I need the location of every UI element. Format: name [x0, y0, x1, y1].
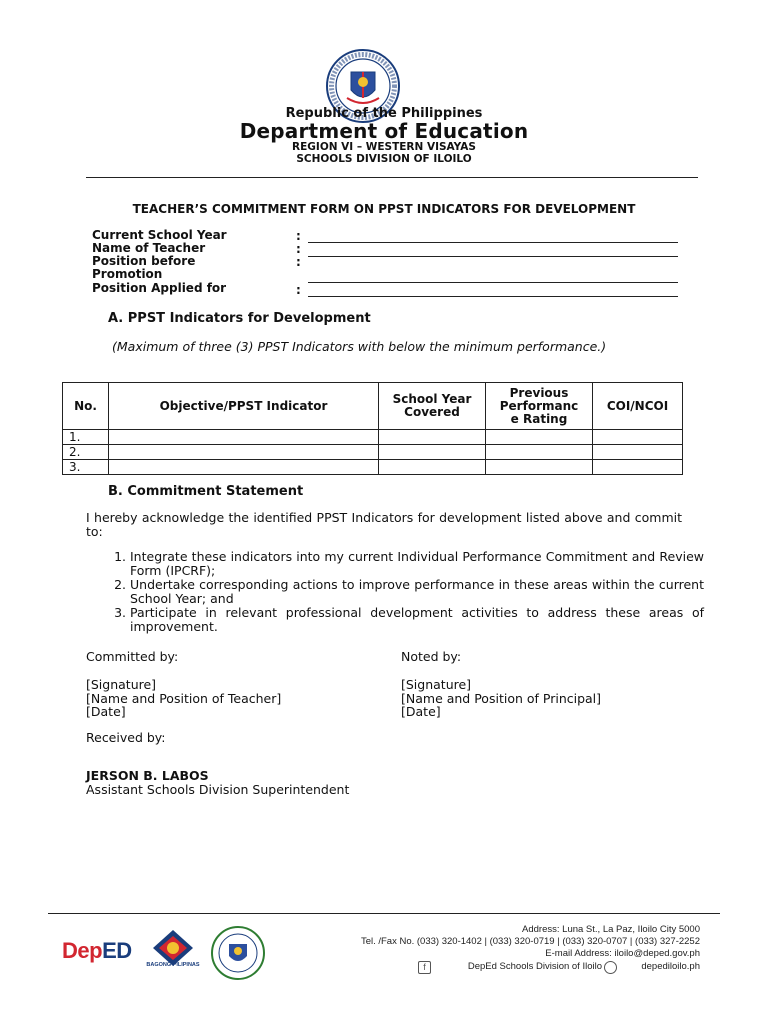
field-label-line: Position before — [92, 254, 196, 268]
deped-logo-icon — [62, 938, 132, 964]
row-number: 3. — [63, 460, 109, 475]
commitment-list — [108, 550, 704, 634]
footer-divider — [48, 913, 720, 914]
footer-email: E-mail Address: iloilo@deped.gov.ph — [545, 948, 700, 959]
cell-school-year[interactable] — [379, 430, 486, 445]
row-number: 1. — [63, 430, 109, 445]
region-line: REGION VI – WESTERN VISAYAS — [292, 141, 476, 153]
footer-address: Address: Luna St., La Paz, Iloilo City 5000 — [522, 924, 700, 935]
cell-indicator[interactable] — [109, 460, 379, 475]
cell-school-year[interactable] — [379, 460, 486, 475]
header-line: Performanc — [499, 398, 579, 413]
field-label-school-year: Current School Year — [92, 228, 227, 242]
header-line: Previous — [509, 385, 569, 400]
commitment-item: 2. Undertake corresponding actions to improve performance in these areas within the current School Year; and — [130, 578, 704, 606]
teacher-signature: [Signature] — [86, 677, 157, 692]
noted-by-label: Noted by: — [401, 649, 462, 664]
teacher-name-position: [Name and Position of Teacher] — [86, 690, 282, 706]
ppst-indicators-table — [62, 382, 683, 475]
commitment-item: 3. Participate in relevant professional development activities to address these areas of improvement. — [130, 606, 704, 634]
department-name: Department of Education — [239, 119, 529, 143]
field-colon: : — [296, 242, 301, 256]
col-header-previous-rating — [486, 383, 593, 430]
field-colon: : — [296, 229, 301, 243]
field-label-position-before — [92, 255, 195, 281]
table-row — [63, 460, 683, 475]
header-line: Covered — [404, 405, 460, 419]
field-line-teacher-name[interactable] — [308, 256, 678, 257]
bagong-pilipinas-label: BAGONG PILIPINAS — [146, 962, 200, 968]
acknowledgement-text: I hereby acknowledge the identified PPST Indicators for development listed above and commit to: — [86, 510, 682, 539]
committed-by-label: Committed by: — [86, 649, 179, 664]
division-line: SCHOOLS DIVISION OF ILOILO — [296, 153, 472, 165]
facebook-icon: f — [418, 961, 431, 974]
principal-name-position: [Name and Position of Principal] — [401, 690, 602, 706]
col-header-no: No. — [63, 383, 109, 430]
cell-indicator[interactable] — [109, 430, 379, 445]
deped-seal-icon — [210, 925, 266, 981]
commitment-item: 1. Integrate these indicators into my current Individual Performance Commitment and Review Form (IPCRF); — [130, 550, 704, 578]
header-line: e Rating — [510, 411, 568, 426]
field-colon: : — [296, 283, 301, 297]
section-a-heading: A. PPST Indicators for Development — [108, 311, 371, 326]
table-header-row — [63, 383, 683, 430]
cell-coi-ncoi[interactable] — [593, 460, 683, 475]
receiver-name: JERSON B. LABOS — [86, 768, 209, 783]
cell-previous-rating[interactable] — [486, 430, 593, 445]
cell-coi-ncoi[interactable] — [593, 445, 683, 460]
cell-coi-ncoi[interactable] — [593, 430, 683, 445]
receiver-position: Assistant Schools Division Superintendent — [86, 782, 350, 797]
col-header-school-year — [379, 383, 486, 430]
footer-website[interactable]: depediloilo.ph — [641, 961, 700, 972]
cell-previous-rating[interactable] — [486, 445, 593, 460]
footer-telfax: Tel. /Fax No. (033) 320-1402 | (033) 320-0719 | (033) 320-0707 | (033) 327-2252 — [360, 936, 700, 947]
form-title: TEACHER’S COMMITMENT FORM ON PPST INDICATORS FOR DEVELOPMENT — [132, 202, 636, 216]
cell-indicator[interactable] — [109, 445, 379, 460]
principal-signature-block — [401, 678, 601, 719]
field-colon: : — [296, 255, 301, 269]
teacher-date: [Date] — [86, 704, 126, 719]
deped-logo-text: DepED — [62, 938, 132, 963]
field-line-position-applied[interactable] — [308, 296, 678, 297]
col-header-coi-ncoi: COI/NCOI — [593, 383, 683, 430]
globe-icon — [604, 961, 617, 974]
header-line: School Year — [392, 392, 472, 406]
republic-line: Republic of the Philippines — [285, 106, 483, 121]
principal-date: [Date] — [401, 704, 441, 719]
field-label-line: Promotion — [92, 267, 163, 281]
section-a-note: (Maximum of three (3) PPST Indicators with below the minimum performance.) — [112, 339, 607, 354]
received-by-label: Received by: — [86, 730, 166, 745]
field-label-position-applied: Position Applied for — [92, 281, 227, 295]
header-divider — [86, 177, 698, 178]
field-label-teacher-name: Name of Teacher — [92, 241, 206, 255]
cell-previous-rating[interactable] — [486, 460, 593, 475]
table-row — [63, 430, 683, 445]
field-line-position-before[interactable] — [308, 282, 678, 283]
table-row — [63, 445, 683, 460]
cell-school-year[interactable] — [379, 445, 486, 460]
footer-facebook[interactable]: DepEd Schools Division of Iloilo — [467, 961, 602, 972]
col-header-indicator: Objective/PPST Indicator — [109, 383, 379, 430]
row-number: 2. — [63, 445, 109, 460]
teacher-signature-block — [86, 678, 281, 719]
principal-signature: [Signature] — [401, 677, 472, 692]
section-b-heading: B. Commitment Statement — [108, 484, 304, 499]
field-line-school-year[interactable] — [308, 242, 678, 243]
